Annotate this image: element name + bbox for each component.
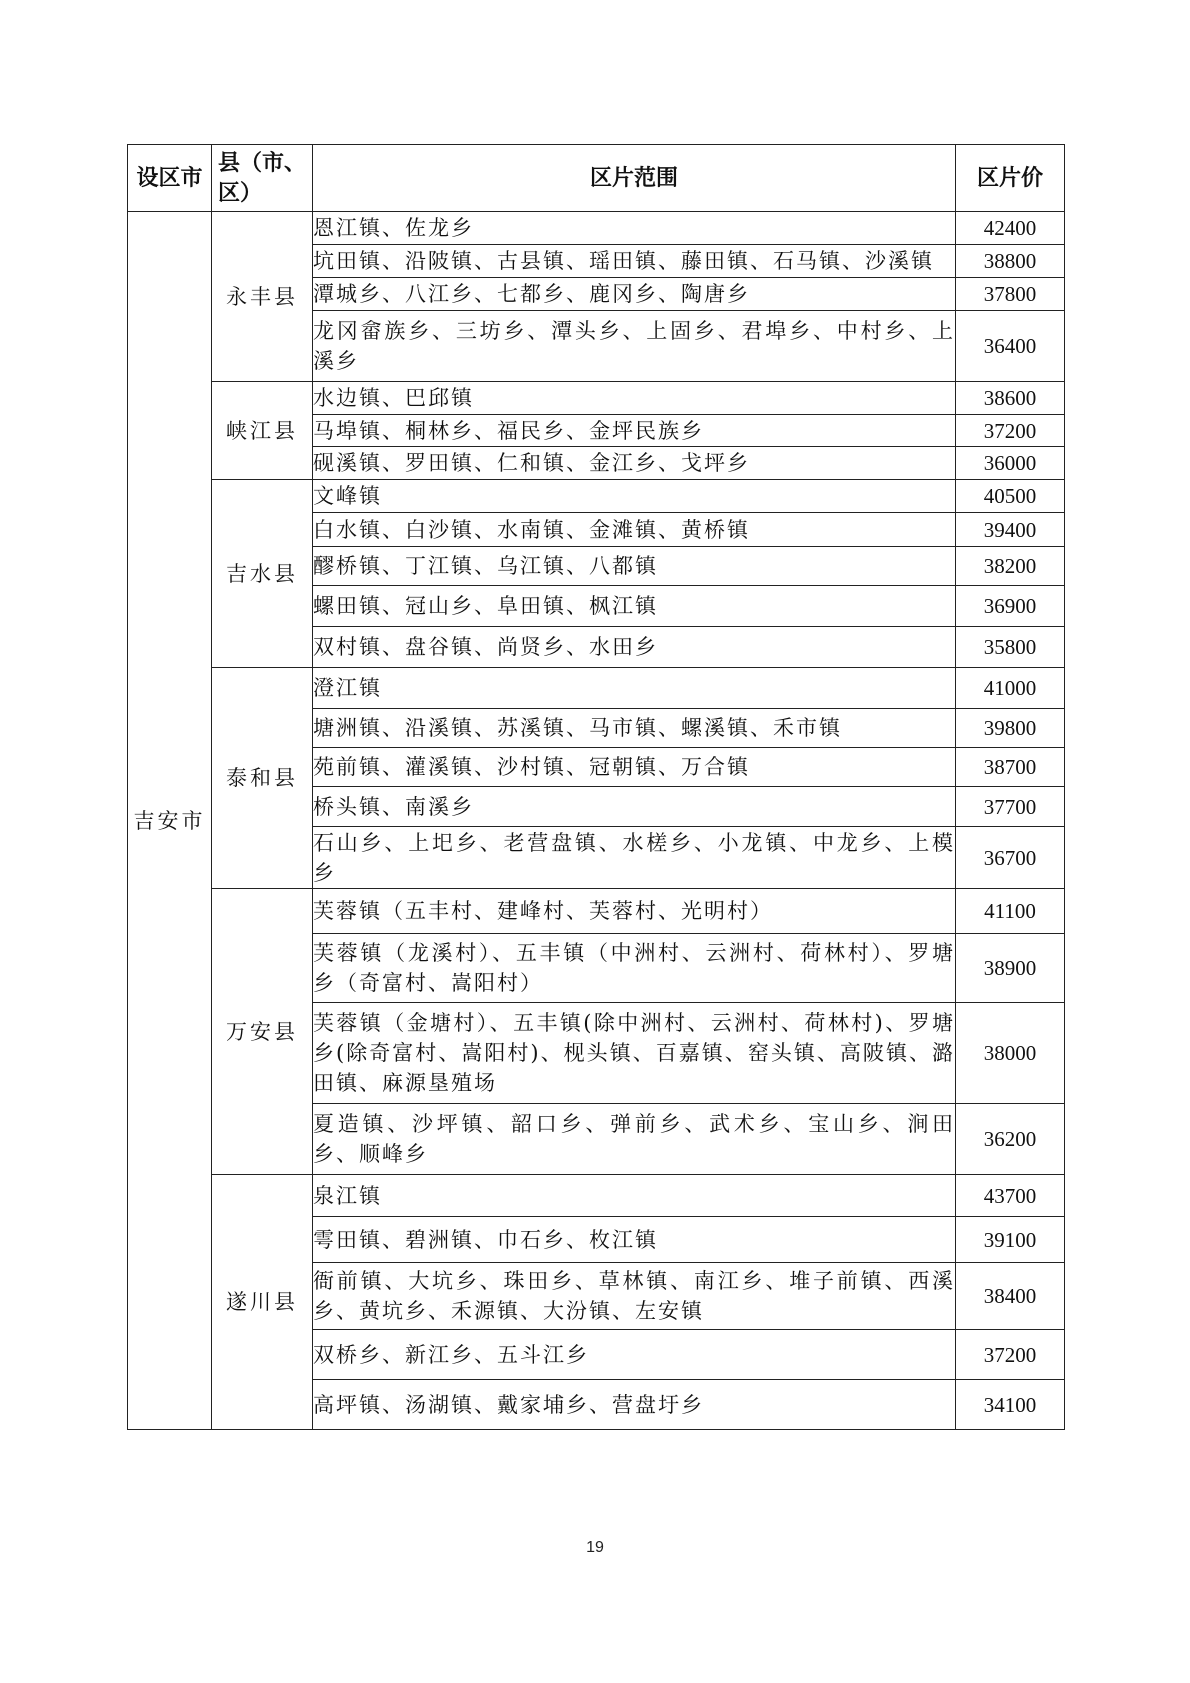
scope-cell: 龙冈畲族乡、三坊乡、潭头乡、上固乡、君埠乡、中村乡、上溪乡 [313,311,956,382]
scope-cell: 白水镇、白沙镇、水南镇、金滩镇、黄桥镇 [313,513,956,547]
scope-cell: 醪桥镇、丁江镇、乌江镇、八都镇 [313,547,956,586]
scope-cell: 水边镇、巴邱镇 [313,382,956,415]
price-cell: 38000 [956,1003,1065,1104]
price-cell: 34100 [956,1380,1065,1430]
county-cell: 泰和县 [212,668,313,889]
county-cell: 峡江县 [212,382,313,480]
table-row [128,889,1065,934]
price-cell: 38600 [956,382,1065,415]
price-cell: 36000 [956,447,1065,480]
page-number: 19 [586,1539,604,1556]
scope-cell: 雩田镇、碧洲镇、巾石乡、枚江镇 [313,1217,956,1263]
price-cell: 41100 [956,889,1065,934]
price-cell: 43700 [956,1175,1065,1217]
scope-cell: 澄江镇 [313,668,956,709]
scope-cell: 文峰镇 [313,480,956,513]
header-county: 县（市、区） [212,145,313,212]
scope-cell: 潭城乡、八江乡、七都乡、鹿冈乡、陶唐乡 [313,278,956,311]
price-cell: 37800 [956,278,1065,311]
scope-cell: 坑田镇、沿陂镇、古县镇、瑶田镇、藤田镇、石马镇、沙溪镇 [313,245,956,278]
price-cell: 39800 [956,709,1065,748]
scope-cell: 高坪镇、汤湖镇、戴家埔乡、营盘圩乡 [313,1380,956,1430]
price-cell: 37200 [956,415,1065,447]
table-row [128,382,1065,415]
land-price-table [127,144,1065,1430]
table-row [128,212,1065,245]
price-cell: 36900 [956,586,1065,627]
price-cell: 37200 [956,1330,1065,1380]
county-cell: 吉水县 [212,480,313,668]
price-cell: 37700 [956,787,1065,827]
scope-cell: 砚溪镇、罗田镇、仁和镇、金江乡、戈坪乡 [313,447,956,480]
price-cell: 38400 [956,1263,1065,1330]
table-row [128,668,1065,709]
header-city: 设区市 [128,145,212,212]
table-row [128,480,1065,513]
price-cell: 36700 [956,827,1065,889]
scope-cell: 马埠镇、桐林乡、福民乡、金坪民族乡 [313,415,956,447]
price-cell: 35800 [956,627,1065,668]
scope-cell: 双桥乡、新江乡、五斗江乡 [313,1330,956,1380]
scope-cell: 芙蓉镇（五丰村、建峰村、芙蓉村、光明村） [313,889,956,934]
scope-cell: 衙前镇、大坑乡、珠田乡、草林镇、南江乡、堆子前镇、西溪乡、黄坑乡、禾源镇、大汾镇、左安镇 [313,1263,956,1330]
city-cell: 吉安市 [128,212,212,1430]
price-cell: 38900 [956,934,1065,1003]
scope-cell: 桥头镇、南溪乡 [313,787,956,827]
price-cell: 41000 [956,668,1065,709]
scope-cell: 恩江镇、佐龙乡 [313,212,956,245]
scope-cell: 苑前镇、灌溪镇、沙村镇、冠朝镇、万合镇 [313,748,956,787]
scope-cell: 夏造镇、沙坪镇、韶口乡、弹前乡、武术乡、宝山乡、涧田乡、顺峰乡 [313,1104,956,1175]
price-cell: 38700 [956,748,1065,787]
scope-cell: 石山乡、上圯乡、老营盘镇、水槎乡、小龙镇、中龙乡、上模乡 [313,827,956,889]
price-cell: 42400 [956,212,1065,245]
price-cell: 38800 [956,245,1065,278]
county-cell: 万安县 [212,889,313,1175]
table-body [128,212,1065,1430]
header-scope: 区片范围 [313,145,956,212]
price-cell: 40500 [956,480,1065,513]
scope-cell: 双村镇、盘谷镇、尚贤乡、水田乡 [313,627,956,668]
scope-cell: 泉江镇 [313,1175,956,1217]
scope-cell: 螺田镇、冠山乡、阜田镇、枫江镇 [313,586,956,627]
price-cell: 39400 [956,513,1065,547]
county-cell: 遂川县 [212,1175,313,1430]
price-cell: 36400 [956,311,1065,382]
scope-cell: 塘洲镇、沿溪镇、苏溪镇、马市镇、螺溪镇、禾市镇 [313,709,956,748]
scope-cell: 芙蓉镇（龙溪村）、五丰镇（中洲村、云洲村、荷林村）、罗塘乡（奇富村、嵩阳村） [313,934,956,1003]
price-cell: 38200 [956,547,1065,586]
price-cell: 36200 [956,1104,1065,1175]
table-row [128,1175,1065,1217]
county-cell: 永丰县 [212,212,313,382]
header-price: 区片价 [956,145,1065,212]
price-cell: 39100 [956,1217,1065,1263]
header-row [128,145,1065,212]
scope-cell: 芙蓉镇（金塘村）、五丰镇(除中洲村、云洲村、荷林村)、罗塘乡(除奇富村、嵩阳村)、枧头镇、百嘉镇、窑头镇、高陂镇、潞田镇、麻源垦殖场 [313,1003,956,1104]
